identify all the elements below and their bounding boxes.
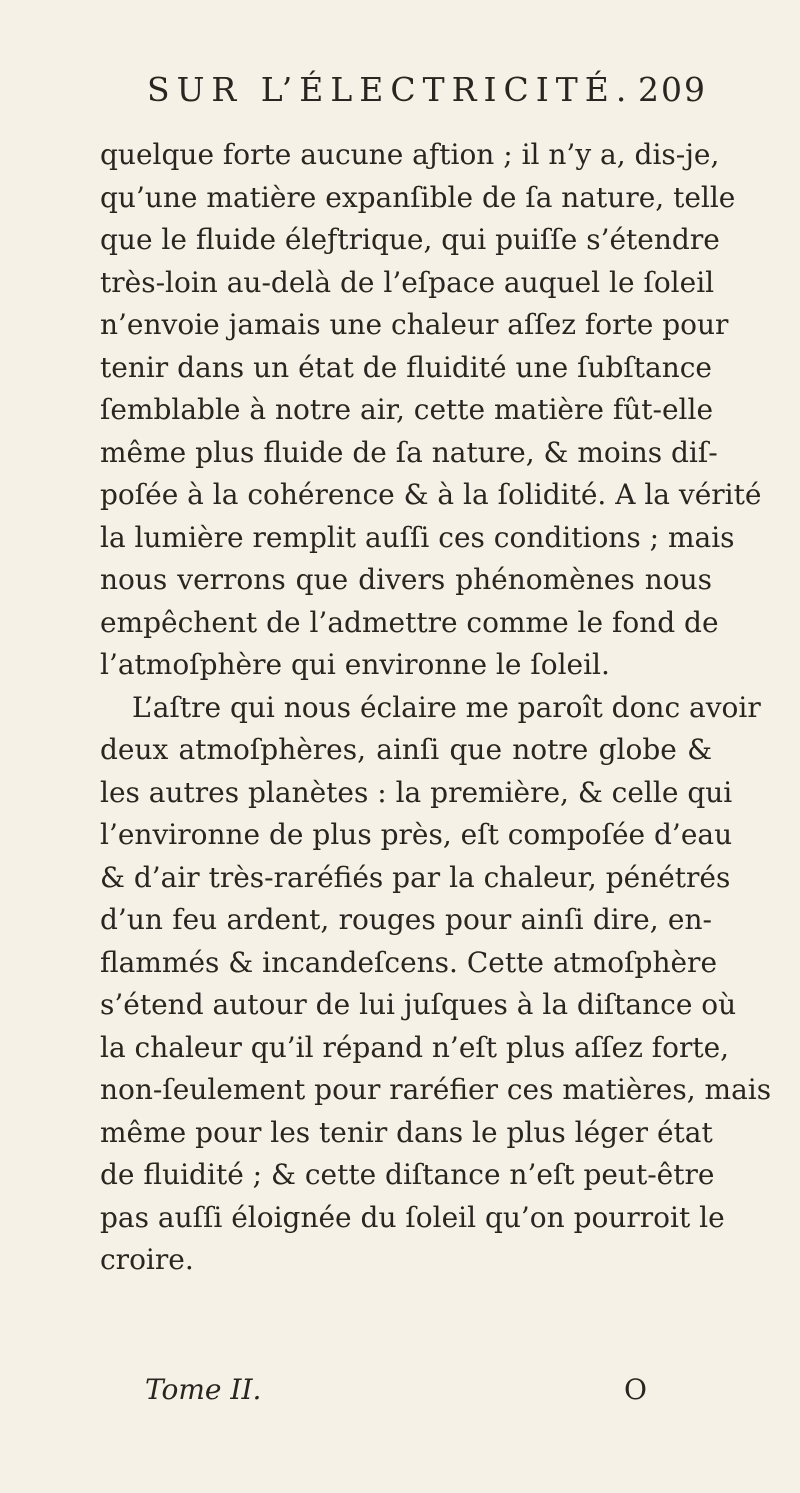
text-line: flammés & incandeſcens. Cette atmoſphère	[100, 945, 718, 979]
text-line: quelque forte aucune aƒtion ; il n’y a, dis-je,	[100, 138, 720, 171]
text-line: même pour les tenir dans le plus léger état	[100, 1115, 713, 1149]
text-line: deux atmoſphères, ainſi que notre globe &	[100, 733, 712, 766]
body-text	[100, 134, 772, 1282]
text-line: la lumière remplit auſſi ces conditions ; mais	[100, 520, 735, 554]
text-line: même plus fluide de ſa nature, & moins diſ-	[100, 435, 718, 469]
running-title: SUR L’ÉLECTRICITÉ.	[147, 70, 634, 109]
volume-signature: Tome II.	[145, 1373, 262, 1406]
text-line: poſée à la cohérence & à la ſolidité. A la vérité	[100, 478, 762, 511]
paragraph-first-line: L’aſtre qui nous éclaire me paroît donc avoir	[132, 690, 761, 724]
text-line: empêchent de l’admettre comme le fond de	[100, 605, 719, 639]
signature-mark: O	[624, 1373, 647, 1406]
text-line: les autres planètes : la première, & celle qui	[100, 775, 733, 809]
text-line: ſemblable à notre air, cette matière fût-elle	[100, 393, 714, 426]
text-line: & d’air très-raréfiés par la chaleur, pénétrés	[100, 860, 731, 894]
page-footer	[100, 1373, 660, 1417]
paragraph-end-line: croire.	[100, 1243, 194, 1276]
text-line: la chaleur qu’il répand n’eſt plus aſſez forte,	[100, 1030, 730, 1064]
text-line: qu’une matière expanſible de ſa nature, telle	[100, 180, 736, 214]
paragraph-end-line: l’atmoſphère qui environne le ſoleil.	[100, 648, 610, 681]
text-line: de fluidité ; & cette diſtance n’eſt peut-être	[100, 1158, 715, 1191]
text-line: que le fluide éleƒtrique, qui puiſſe s’étendre	[100, 223, 720, 256]
text-line: n’envoie jamais une chaleur aſſez forte pour	[100, 308, 729, 341]
text-line: d’un feu ardent, rouges pour ainſi dire, en-	[100, 903, 712, 936]
text-line: très-loin au-delà de l’eſpace auquel le ſoleil	[100, 265, 715, 299]
text-line: l’environne de plus près, eſt compoſée d’eau	[100, 818, 733, 851]
text-line: s’étend autour de lui juſques à la diſtance où	[100, 988, 737, 1021]
page-header	[147, 70, 707, 130]
text-line: tenir dans un état de fluidité une ſubſtance	[100, 350, 712, 384]
text-line: nous verrons que divers phénomènes nous	[100, 563, 712, 596]
page-number: 209	[638, 70, 707, 109]
text-line: pas auſſi éloignée du ſoleil qu’on pourroit le	[100, 1200, 725, 1234]
text-line: non-ſeulement pour raréfier ces matières, mais	[100, 1073, 772, 1106]
